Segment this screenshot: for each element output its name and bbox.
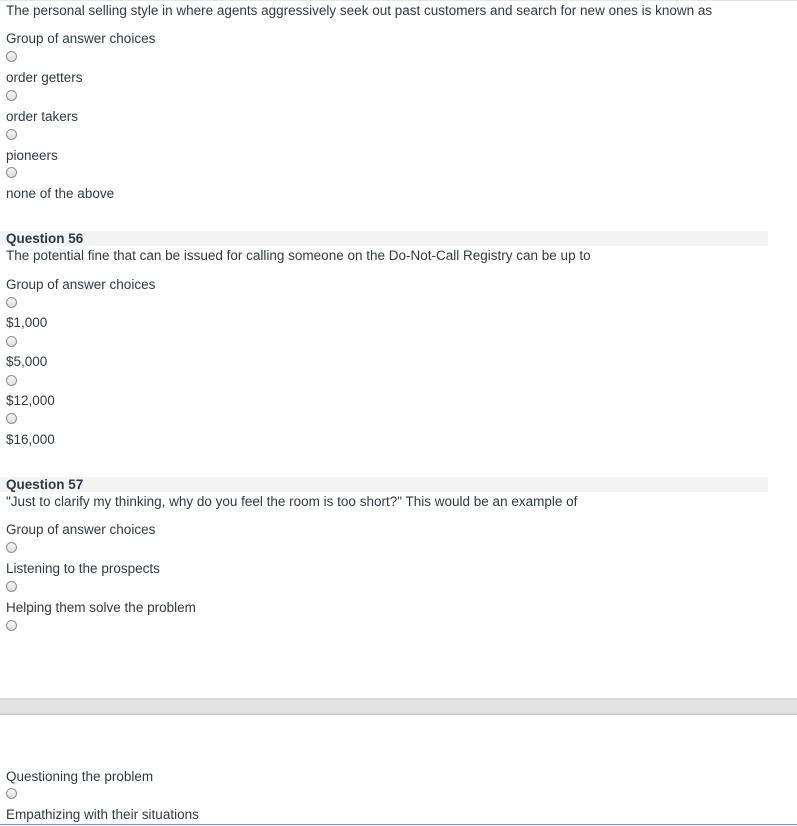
option-label[interactable]: $1,000 [6, 315, 48, 330]
option-label[interactable]: $16,000 [6, 432, 55, 447]
option-label[interactable]: pioneers [6, 148, 58, 163]
radio-pioneers[interactable] [6, 129, 17, 140]
bottom-divider [0, 824, 797, 825]
radio-listening[interactable] [6, 542, 17, 553]
radio-12000[interactable] [6, 375, 17, 386]
question-title: Question 57 [6, 477, 84, 492]
question-prompt: The personal selling style in where agents aggressively seek out past customers and search for new ones is known as [6, 3, 713, 18]
option-label[interactable]: $5,000 [6, 354, 48, 369]
seam-divider [0, 713, 797, 715]
radio-none-of-the-above[interactable] [6, 167, 17, 178]
question-header [0, 477, 768, 492]
option-label[interactable]: Empathizing with their situations [6, 807, 199, 822]
option-label[interactable]: order takers [6, 109, 79, 124]
question-prompt: "Just to clarify my thinking, why do you feel the room is too short?" This would be an example of [6, 494, 578, 509]
option-label[interactable]: $12,000 [6, 393, 55, 408]
question-header [0, 231, 768, 246]
option-label[interactable]: Listening to the prospects [6, 561, 160, 576]
answer-group-label: Group of answer choices [6, 31, 156, 46]
answer-group-label: Group of answer choices [6, 277, 156, 292]
option-label[interactable]: Helping them solve the problem [6, 600, 196, 615]
option-label[interactable]: Questioning the problem [6, 769, 154, 784]
option-label[interactable]: none of the above [6, 186, 115, 201]
radio-5000[interactable] [6, 336, 17, 347]
radio-empathizing[interactable] [6, 788, 17, 799]
question-title: Question 56 [6, 231, 84, 246]
radio-helping[interactable] [6, 581, 17, 592]
top-divider [0, 0, 797, 1]
radio-order-takers[interactable] [6, 90, 17, 101]
option-label[interactable]: order getters [6, 70, 83, 85]
radio-1000[interactable] [6, 297, 17, 308]
answer-group-label: Group of answer choices [6, 522, 156, 537]
radio-order-getters[interactable] [6, 51, 17, 62]
radio-questioning[interactable] [6, 620, 17, 631]
radio-16000[interactable] [6, 413, 17, 424]
question-prompt: The potential fine that can be issued for calling someone on the Do-Not-Call Registry can be up to [6, 248, 591, 263]
seam-band [0, 700, 797, 713]
